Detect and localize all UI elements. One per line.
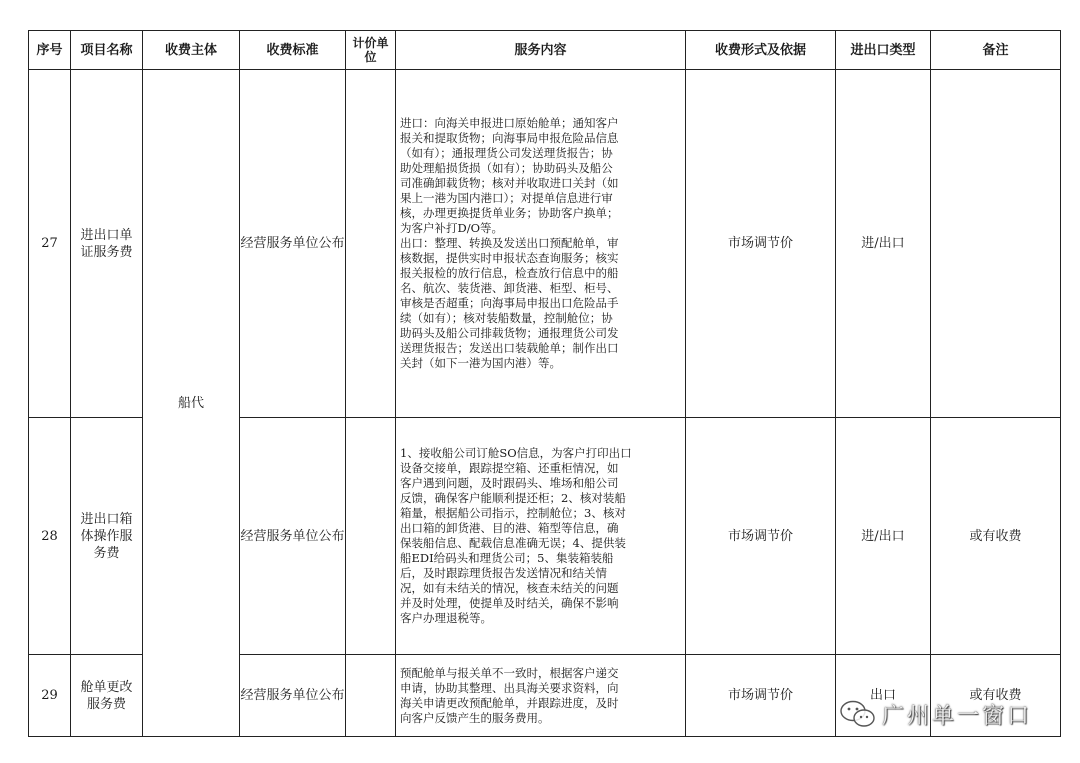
row-standard: 经营服务单位公布 bbox=[240, 418, 346, 655]
content-line: 关封（如下一港为国内港）等。 bbox=[400, 356, 561, 370]
header-subject: 收费主体 bbox=[143, 31, 240, 70]
content-line: （如有）；通报理货公司发送理货报告；协 bbox=[400, 146, 613, 160]
subject-merged-cell: 船代 bbox=[143, 70, 240, 737]
content-line: 报关和提取货物；向海事局申报危险品信息 bbox=[400, 131, 619, 145]
content-line: 况，如有未结关的情况，核查未结关的问题 bbox=[400, 581, 619, 595]
row-name-line: 进出口单 bbox=[80, 227, 133, 243]
row-name-line: 进出口箱 bbox=[80, 511, 133, 527]
row-seq: 28 bbox=[29, 418, 71, 655]
content-line: 助码头及船公司排载货物；通报理货公司发 bbox=[400, 326, 619, 340]
row-name-line: 证服务费 bbox=[80, 244, 133, 260]
content-line: 船EDI给码头和理货公司；5、集装箱装船 bbox=[400, 551, 614, 565]
row-form: 市场调节价 bbox=[686, 655, 836, 737]
header-form: 收费形式及依据 bbox=[686, 31, 836, 70]
row-name bbox=[71, 70, 143, 418]
header-row bbox=[29, 31, 1061, 70]
row-seq: 27 bbox=[29, 70, 71, 418]
row-content bbox=[396, 418, 686, 655]
content-line: 司准确卸载货物；核对并收取进口关封（如 bbox=[400, 176, 619, 190]
content-line: 申请，协助其整理、出具海关要求资料，向 bbox=[400, 680, 619, 695]
row-remark bbox=[931, 70, 1061, 418]
content-line: 箱量，根据船公司指示，控制舱位；3、核对 bbox=[400, 506, 626, 520]
content-line: 设备交接单，跟踪提空箱、还重柜情况，如 bbox=[400, 461, 619, 475]
watermark-text: 广州单一窗口 bbox=[882, 703, 1033, 729]
row-unit bbox=[346, 418, 396, 655]
content-line: 果上一港为国内港口）；对提单信息进行审 bbox=[400, 191, 613, 205]
watermark bbox=[838, 696, 1048, 732]
row-standard: 经营服务单位公布 bbox=[240, 70, 346, 418]
content-line: 保装船信息、配载信息准确无误；4、提供装 bbox=[400, 536, 626, 550]
header-seq: 序号 bbox=[29, 31, 71, 70]
row-name-line: 体操作服 bbox=[80, 528, 133, 544]
content-line: 客户办理退税等。 bbox=[400, 611, 492, 625]
row-remark: 或有收费 bbox=[931, 418, 1061, 655]
header-content: 服务内容 bbox=[396, 31, 686, 70]
content-line: 并及时处理，使提单及时结关，确保不影响 bbox=[400, 596, 619, 610]
content-line: 向客户反馈产生的服务费用。 bbox=[400, 710, 550, 725]
row-content bbox=[396, 655, 686, 737]
content-line: 预配舱单与报关单不一致时，根据客户递交 bbox=[400, 665, 619, 680]
row-name-line: 务费 bbox=[93, 545, 120, 561]
content-line: 客户遇到问题，及时跟码头、堆场和船公司 bbox=[400, 476, 619, 490]
content-line: 助处理船损货损（如有）；协助码头及船公 bbox=[400, 161, 613, 175]
row-seq: 29 bbox=[29, 655, 71, 737]
content-line: 海关申请更改预配舱单，并跟踪进度，及时 bbox=[400, 695, 619, 710]
row-unit bbox=[346, 70, 396, 418]
content-line: 审核是否超重；向海事局申报出口危险品手 bbox=[400, 296, 619, 310]
row-form: 市场调节价 bbox=[686, 70, 836, 418]
row-content bbox=[396, 70, 686, 418]
wechat-icon bbox=[838, 699, 878, 729]
content-line: 报关报检的放行信息，检查放行信息中的船 bbox=[400, 266, 619, 280]
header-remark: 备注 bbox=[931, 31, 1061, 70]
header-unit bbox=[346, 31, 396, 70]
row-unit bbox=[346, 655, 396, 737]
content-line: 出口：整理、转换及发送出口预配舱单，审 bbox=[400, 236, 619, 250]
content-line: 送理货报告；发送出口装载舱单；制作出口 bbox=[400, 341, 619, 355]
header-unit-line2: 位 bbox=[364, 50, 377, 64]
header-standard: 收费标准 bbox=[240, 31, 346, 70]
row-port-type: 进/出口 bbox=[836, 70, 931, 418]
header-name: 项目名称 bbox=[71, 31, 143, 70]
content-line: 名、航次、装货港、卸货港、柜型、柜号、 bbox=[400, 281, 619, 295]
content-line: 核，办理更换提货单业务；协助客户换单； bbox=[400, 206, 619, 220]
content-line: 1、接收船公司订舱SO信息，为客户打印出口 bbox=[400, 446, 632, 460]
content-line: 反馈，确保客户能顺利提还柜；2、核对装船 bbox=[400, 491, 626, 505]
row-name-line: 服务费 bbox=[86, 696, 126, 712]
content-line: 出口箱的卸货港、目的港、箱型等信息，确 bbox=[400, 521, 619, 535]
header-port-type: 进出口类型 bbox=[836, 31, 931, 70]
content-line: 核数据，提供实时申报状态查询服务；核实 bbox=[400, 251, 619, 265]
table-row bbox=[29, 70, 1061, 418]
row-port-type: 进/出口 bbox=[836, 418, 931, 655]
content-line: 续（如有）；核对装船数量，控制舱位；协 bbox=[400, 311, 613, 325]
content-line: 进口：向海关申报进口原始舱单；通知客户 bbox=[400, 116, 619, 130]
row-remark: 或有收费 bbox=[931, 655, 1061, 737]
row-form: 市场调节价 bbox=[686, 418, 836, 655]
row-standard: 经营服务单位公布 bbox=[240, 655, 346, 737]
header-unit-line1: 计价单 bbox=[352, 36, 389, 50]
content-line: 后，及时跟踪理货报告发送情况和结关情 bbox=[400, 566, 607, 580]
row-name bbox=[71, 655, 143, 737]
row-name bbox=[71, 418, 143, 655]
row-port-type: 出口 bbox=[836, 655, 931, 737]
row-name-line: 舱单更改 bbox=[80, 679, 133, 695]
fee-table bbox=[28, 30, 1061, 737]
content-line: 为客户补打D/O等。 bbox=[400, 221, 504, 235]
